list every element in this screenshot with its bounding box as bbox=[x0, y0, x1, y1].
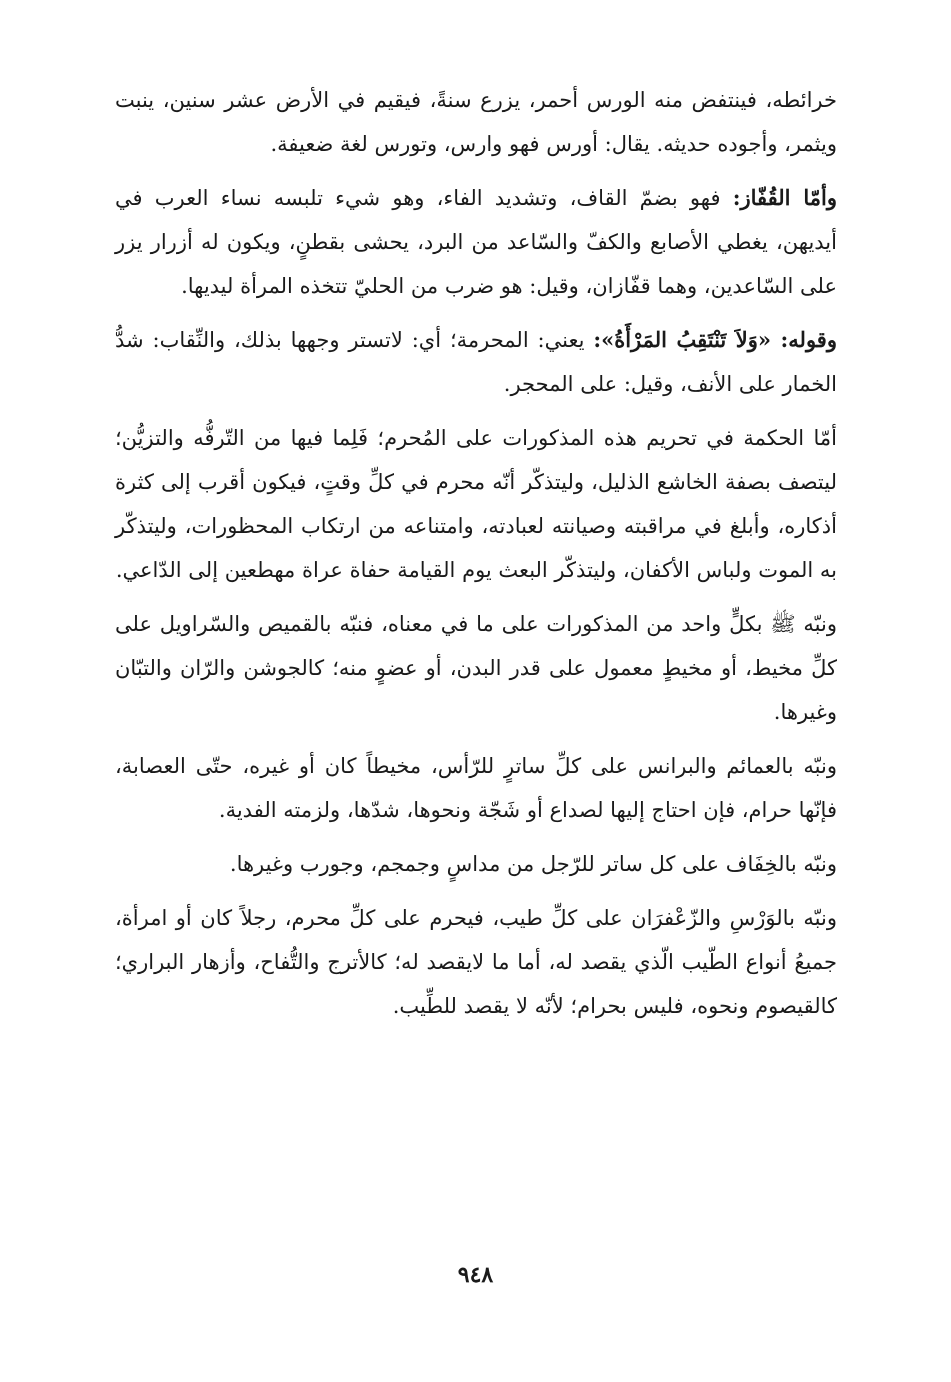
paragraph-1 bbox=[115, 78, 837, 166]
paragraph-3 bbox=[115, 318, 837, 406]
paragraph-5 bbox=[115, 602, 837, 734]
term-heading: وقوله: «وَلاَ تَنْتَقِبُ المَرْأَةُ»: bbox=[593, 327, 837, 352]
paragraph-text: ونبّه بالوَرْسِ والزّعْفرَان على كلِّ طيب، فيحرم على كلِّ محرم، رجلاً كان أو امرأة، جميعُ أنواع الطّيب الّذي يقصد له، أما ما لايقصد له؛ كالأترج والتُّفاح، وأزهار البراري؛ كالقيصوم ونحوه، فليس بحرام؛ لأنّه لا يقصد للطِّيب. bbox=[115, 906, 837, 1018]
paragraph-6 bbox=[115, 744, 837, 832]
paragraph-text: أمّا الحكمة في تحريم هذه المذكورات على المُحرم؛ فَلِما فيها من التّرفُّه والتزيُّن؛ ليتصف بصفة الخاشع الذليل، وليتذكّر أنّه محرم في كلِّ وقتٍ، فيكون أقرب إلى كثرة أذكاره، وأبلغ في مراقبته وصيانته لعبادته، وامتناعه من ارتكاب المحظورات، وليتذكّر به الموت ولباس الأكفان، وليتذكّر البعث يوم القيامة حفاة عراة مهطعين إلى الدّاعي. bbox=[115, 426, 837, 582]
paragraph-text: يعني: المحرمة؛ أي: لاتستر وجهها بذلك، والنِّقاب: شدُّ الخمار على الأنف، وقيل: على المحجر. bbox=[115, 328, 837, 396]
paragraph-4 bbox=[115, 416, 837, 592]
paragraph-text: خرائطه، فينتفض منه الورس أحمر، يزرع سنةً، فيقيم في الأرض عشر سنين، ينبت ويثمر، وأجوده حديثه. يقال: أورس فهو وارس، وتورس لغة ضعيفة. bbox=[115, 88, 837, 156]
term-heading: وأمّا القُفّاز: bbox=[732, 185, 837, 210]
page-number: ٩٤٨ bbox=[457, 1262, 494, 1288]
paragraph-8 bbox=[115, 896, 837, 1028]
paragraph-text: ونبّه بالعمائم والبرانس على كلِّ ساترٍ للرّأس، مخيطاً كان أو غيره، حتّى العصابة، فإنّها حرام، فإن احتاج إليها لصداع أو شَجّة ونحوها، شدّها، ولزمته الفدية. bbox=[115, 754, 837, 822]
paragraph-text: ونبّه بالخِفَاف على كل ساتر للرّجل من مداسٍ وجمجم، وجورب وغيرها. bbox=[229, 852, 837, 876]
paragraph-text: فهو بضمّ القاف، وتشديد الفاء، وهو شيء تلبسه نساء العرب في أيديهن، يغطي الأصابع والكفّ والسّاعد من البرد، يحشى بقطنٍ، ويكون له أزرار يزر على السّاعدين، وهما قفّازان، وقيل: هو ضرب من الحليّ تتخذه المرأة ليديها. bbox=[115, 186, 837, 298]
paragraph-7 bbox=[115, 842, 837, 886]
paragraph-2 bbox=[115, 176, 837, 308]
paragraph-text: ونبّه ﷺ بكلٍّ واحد من المذكورات على ما في معناه، فنبّه بالقميص والسّراويل على كلِّ مخيط، أو مخيطٍ معمول على قدر البدن، أو عضوٍ منه؛ كالجوشن والرّان والتبّان وغيرها. bbox=[115, 612, 837, 724]
page-body bbox=[115, 78, 837, 1038]
